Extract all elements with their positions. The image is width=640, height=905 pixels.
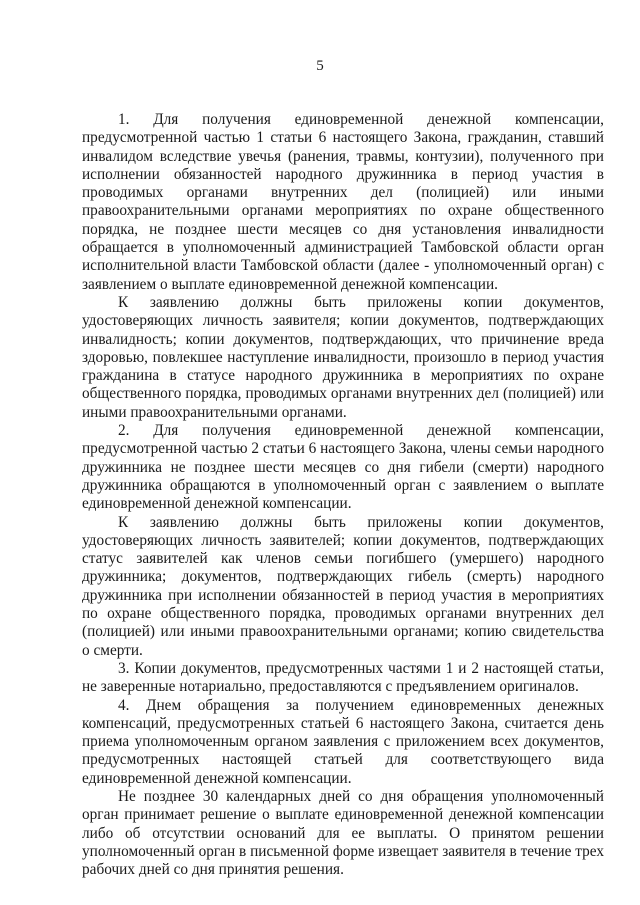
paragraph-5: 3. Копии документов, предусмотренных частями 1 и 2 настоящей статьи, не заверенные нотариально, предоставляются с предъявлением оригиналов.	[82, 659, 604, 696]
paragraph-2: К заявлению должны быть приложены копии документов, удостоверяющих личность заявителя; копии документов, подтверждающих инвалидность; копии документов, подтверждающих, что причинение вреда здоровью, повлекшее наступление инвалидности, произошло в период участия гражданина в статусе народного дружинника в мероприятиях по охране общественного порядка, проводимых органами внутренних дел (полицией) или иными правоохранительными органами.	[82, 293, 604, 421]
paragraph-4: К заявлению должны быть приложены копии документов, удостоверяющих личность заявителей; копии документов, подтверждающих статус заявителей как членов семьи погибшего (умершего) народного дружинника; документов, подтверждающих гибель (смерть) народного дружинника при исполнении обязанностей в период участия в мероприятиях по охране общественного порядка, проводимых органами внутренних дел (полицией) или иными правоохранительными органами; копию свидетельства о смерти.	[82, 513, 604, 659]
paragraph-3: 2. Для получения единовременной денежной компенсации, предусмотренной частью 2 статьи 6 настоящего Закона, члены семьи народного дружинника не позднее шести месяцев со дня гибели (смерти) народного дружинника обращаются в уполномоченный орган с заявлением о выплате единовременной денежной компенсации.	[82, 422, 604, 513]
paragraph-7: Не позднее 30 календарных дней со дня обращения уполномоченный орган принимает решение о выплате единовременной денежной компенсации либо об отсутствии оснований для ее выплаты. О принятом решении уполномоченный орган в письменной форме извещает заявителя в течение трех рабочих дней со дня принятия решения.	[82, 787, 604, 879]
page-number: 5	[316, 58, 324, 74]
paragraph-1: 1. Для получения единовременной денежной компенсации, предусмотренной частью 1 статьи 6 настоящего Закона, гражданин, ставший инвалидом вследствие увечья (ранения, травмы, контузии), полученного при исполнении обязанностей народного дружинника в период участия в проводимых органами внутренних дел (полицией) или иными правоохранительными органами мероприятиях по охране общественного порядка, не позднее шести месяцев со дня установления инвалидности обращается в уполномоченный администрацией Тамбовской области орган исполнительной власти Тамбовской области (далее - уполномоченный орган) с заявлением о выплате единовременной денежной компенсации.	[82, 111, 604, 293]
document-body	[82, 111, 604, 879]
paragraph-6: 4. Днем обращения за получением единовременных денежных компенсаций, предусмотренных статьей 6 настоящего Закона, считается день приема уполномоченным органом заявления с приложением всех документов, предусмотренных настоящей статьей для соответствующего вида единовременной денежной компенсации.	[82, 696, 604, 787]
